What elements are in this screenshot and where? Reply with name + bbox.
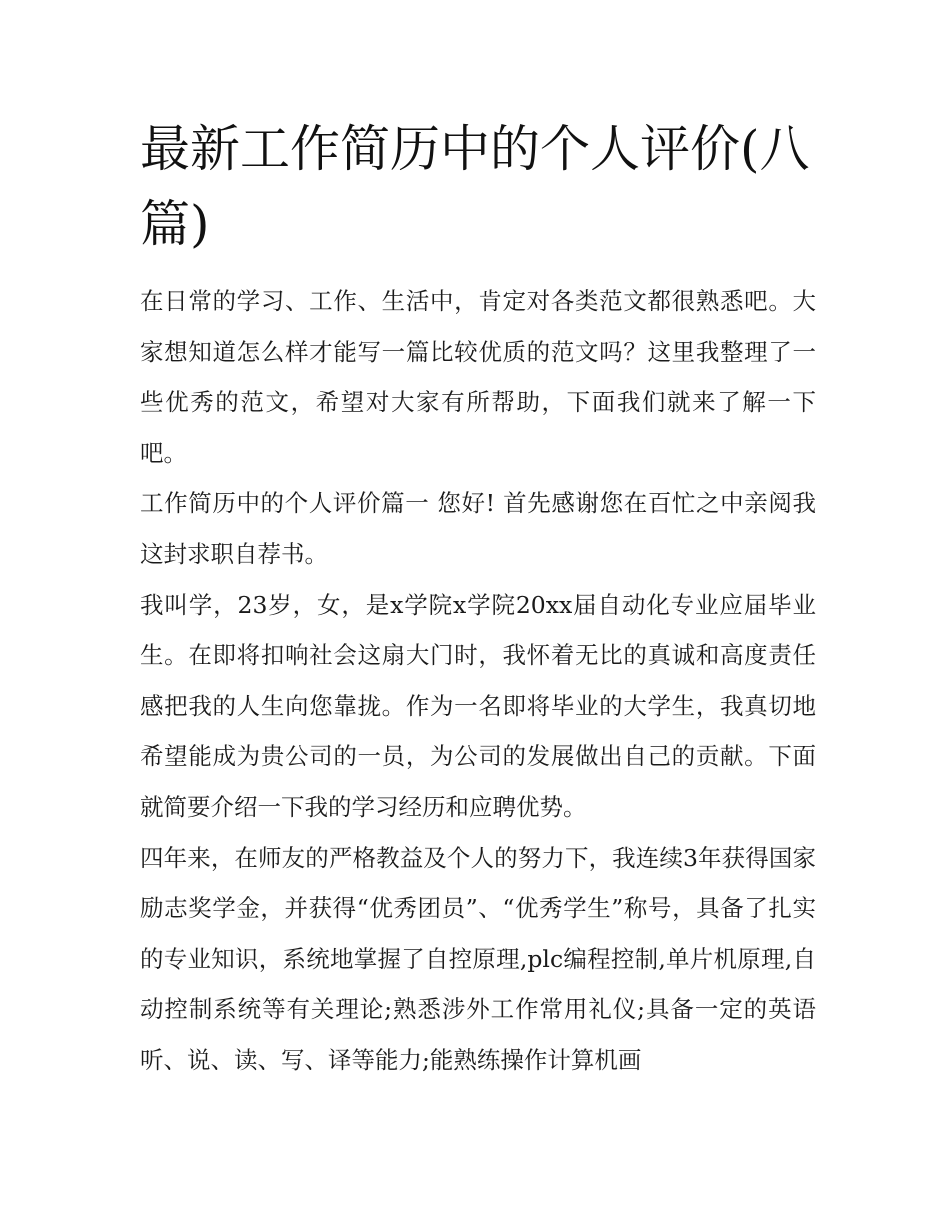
document-body: [140, 276, 816, 1086]
paragraph-qualifications: 四年来，在师友的严格教益及个人的努力下，我连续3年获得国家励志奖学金，并获得“优秀团员”、“优秀学生”称号，具备了扎实的专业知识，系统地掌握了自控原理,plc编程控制,单片机原理,自动控制系统等有关理论;熟悉涉外工作常用礼仪;具备一定的英语听、说、读、写、译等能力;能熟练操作计算机画: [140, 843, 816, 1074]
document-title: 最新工作简历中的个人评价(八篇): [140, 120, 810, 253]
paragraph-intro: 在日常的学习、工作、生活中，肯定对各类范文都很熟悉吧。大家想知道怎么样才能写一篇比较优质的范文吗？这里我整理了一些优秀的范文，希望对大家有所帮助，下面我们就来了解一下吧。: [140, 287, 816, 467]
paragraph-greeting: 工作简历中的个人评价篇一 您好! 首先感谢您在百忙之中亲阅我这封求职自荐书。: [140, 489, 816, 568]
paragraph-self-introduction: 我叫学，23岁，女，是x学院x学院20xx届自动化专业应届毕业生。在即将扣响社会这扇大门时，我怀着无比的真诚和高度责任感把我的人生向您靠拢。作为一名即将毕业的大学生，我真切地希望能成为贵公司的一员，为公司的发展做出自己的贡献。下面就简要介绍一下我的学习经历和应聘优势。: [140, 590, 816, 821]
